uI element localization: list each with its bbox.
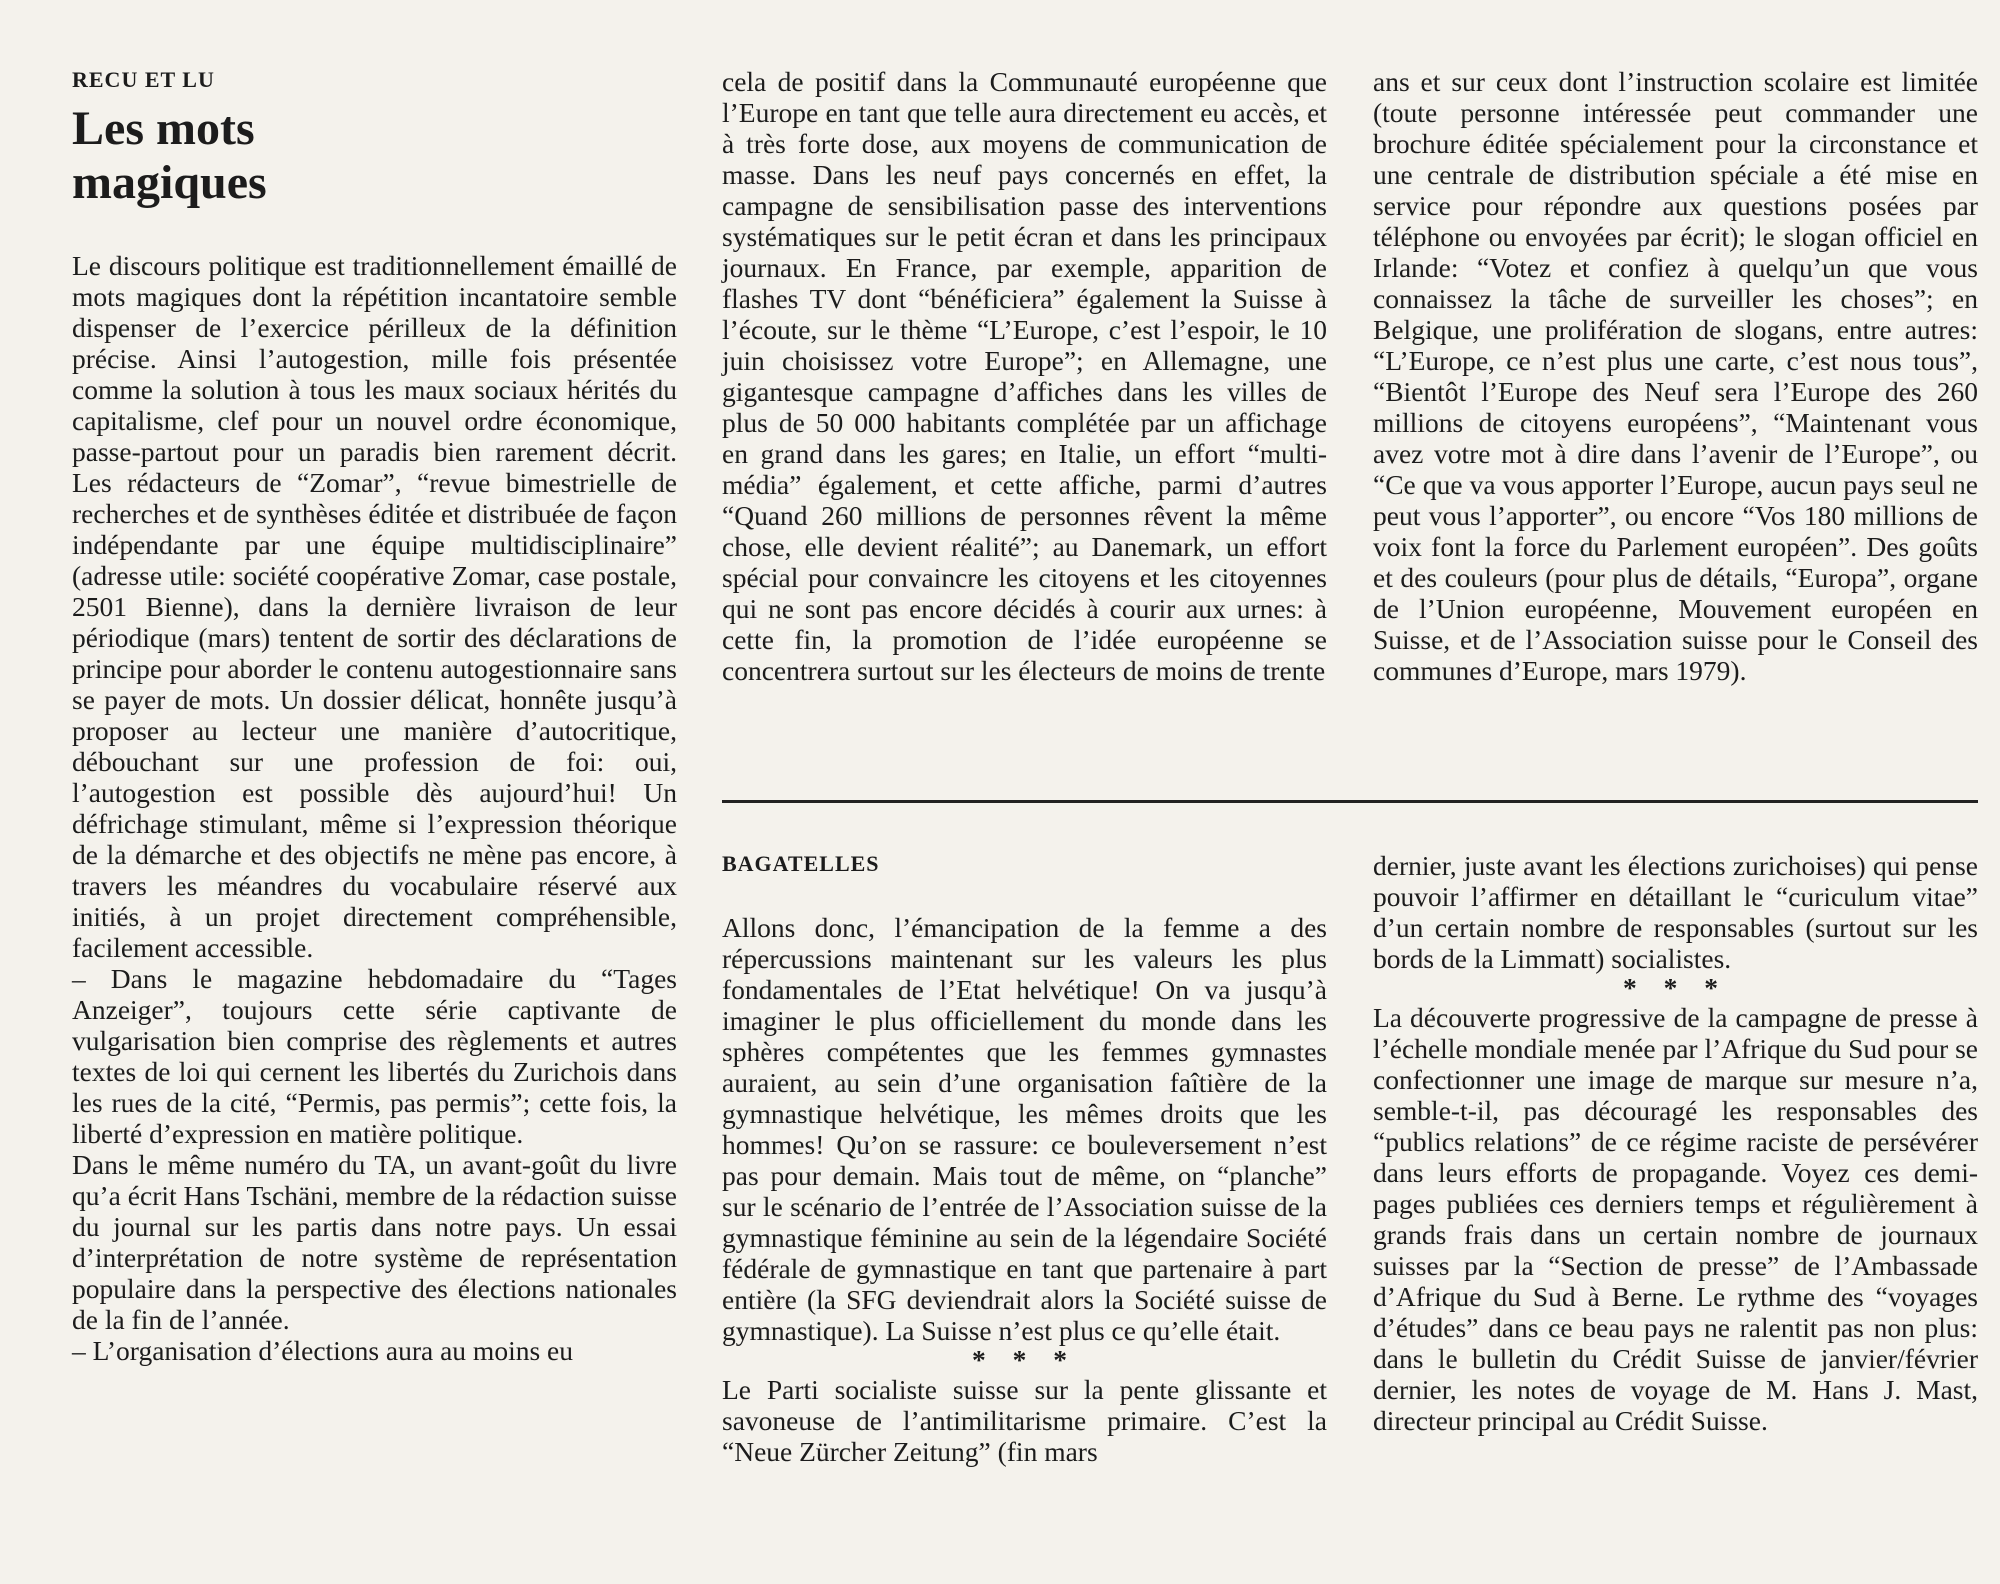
separator-stars: * * * xyxy=(972,1344,1077,1375)
article-headline xyxy=(72,102,677,210)
paragraph: ans et sur ceux dont l’instruction scolaire est limitée (toute personne intéressée peut commander une brochure éditée spécialement pour la circonstance et une centrale de distribution spéciale a été mise en service pour répondre aux questions posées par téléphone ou envoyées par écrit); le slogan officiel en Irlande: “Votez et confiez à quelqu’un que vous connaissez la tâche de surveiller les choses”; en Belgique, une prolifération de slogans, entre autres: “L’Europe, ce n’est plus une carte, c’est nous tous”, “Bientôt l’Europe des Neuf sera l’Europe des 260 millions de citoyens européens”, “Maintenant vous avez votre mot à dire dans l’avenir de l’Europe”, ou “Ce que va vous apporter l’Europe, aucun pays seul ne peut vous l’apporter”, ou encore “Vos 180 millions de voix font la force du Parlement européen”. Des goûts et des couleurs (pour plus de détails, “Europa”, organe de l’Union européenne, Mouvement européen en Suisse, et de l’Association suisse pour le Conseil des communes d’Europe, mars 1979). xyxy=(1373,66,1978,686)
section-divider-rule xyxy=(722,800,1978,803)
paragraph: Le Parti socialiste suisse sur la pente glissante et savoneuse de l’antimilitarisme primaire. C’est la “Neue Zürcher Zeitung” (fin mars xyxy=(722,1374,1327,1467)
bagatelles-column-1 xyxy=(722,850,1327,1467)
paragraph: Dans le même numéro du TA, un avant-goût du livre qu’a écrit Hans Tschäni, membre de la rédaction suisse du journal sur les partis dans notre pays. Un essai d’interprétation de notre système de représentation populaire dans la perspective des élections nationales de la fin de l’année. xyxy=(72,1149,677,1335)
article-column-2 xyxy=(722,66,1327,686)
paragraph: La découverte progressive de la campagne de presse à l’échelle mondiale menée par l’Afrique du Sud pour se confectionner une image de marque sur mesure n’a, semble-t-il, pas découragé les responsables des “publics relations” de ce régime raciste de persévérer dans leurs efforts de propagande. Voyez ces demi-pages publiées ces derniers temps et régulièrement à grands frais dans un certain nombre de journaux suisses par la “Section de presse” de l’Ambassade d’Afrique du Sud à Berne. Le rythme des “voyages d’études” dans ce beau pays ne ralentit pas non plus: dans le bulletin du Crédit Suisse de janvier/février dernier, les notes de voyage de M. Hans J. Mast, directeur principal au Crédit Suisse. xyxy=(1373,1002,1978,1436)
headline-line-2: magiques xyxy=(72,156,267,209)
section-rubric: RECU ET LU xyxy=(72,67,215,92)
separator-stars: * * * xyxy=(1623,972,1728,1003)
paragraph: – Dans le magazine hebdomadaire du “Tages Anzeiger”, toujours cette série captivante de vulgarisation bien comprise des règlements et autres textes de loi qui cernent les libertés du Zurichois dans les rues de la cité, “Permis, pas permis”; cette fois, la liberté d’expression en matière politique. xyxy=(72,963,677,1149)
article-column-1 xyxy=(72,66,677,1366)
section-rubric: BAGATELLES xyxy=(722,851,880,876)
paragraph: Le discours politique est traditionnellement émaillé de mots magiques dont la répétition incantatoire semble dispenser de l’exercice périlleux de la définition précise. Ainsi l’autogestion, mille fois présentée comme la solution à tous les maux sociaux hérités du capitalisme, clef pour un nouvel ordre économique, passe-partout pour un paradis bien rarement décrit. Les rédacteurs de “Zomar”, “revue bimestrielle de recherches et de synthèses éditée et distribuée de façon indépendante par une équipe multidisciplinaire” (adresse utile: société coopérative Zomar, case postale, 2501 Bienne), dans la dernière livraison de leur périodique (mars) tentent de sortir des déclarations de principe pour aborder le contenu autogestionnaire sans se payer de mots. Un dossier délicat, honnête jusqu’à proposer au lecteur une manière d’autocritique, débouchant sur une profession de foi: oui, l’autogestion est possible dès aujourd’hui! Un défrichage stimulant, même si l’expression théorique de la démarche et des objectifs ne mène pas encore, à travers les méandres du vocabulaire réservé aux initiés, à un projet directement compréhensible, facilement accessible. xyxy=(72,250,677,963)
paragraph: Allons donc, l’émancipation de la femme a des répercussions maintenant sur les valeurs les plus fondamentales de l’Etat helvétique! On va jusqu’à imaginer le plus officiellement du monde dans les sphères compétentes que les femmes gymnastes auraient, au sein d’une organisation faîtière de la gymnastique helvétique, les mêmes droits que les hommes! Qu’on se rassure: ce bouleversement n’est pas pour demain. Mais tout de même, on “planche” sur le scénario de l’entrée de l’Association suisse de la gymnastique féminine au sein de la légendaire Société fédérale de gymnastique en tant que partenaire à part entière (la SFG deviendrait alors la Société suisse de gymnastique). La Suisse n’est plus ce qu’elle était. xyxy=(722,912,1327,1346)
paragraph: cela de positif dans la Communauté européenne que l’Europe en tant que telle aura directement eu accès, et à très forte dose, aux moyens de communication de masse. Dans les neuf pays concernés en effet, la campagne de sensibilisation passe des interventions systématiques sur le petit écran et dans les principaux journaux. En France, par exemple, apparition de flashes TV dont “bénéficiera” également la Suisse à l’écoute, sur le thème “L’Europe, c’est l’espoir, le 10 juin choisissez votre Europe”; en Allemagne, une gigantesque campagne d’affiches dans les villes de plus de 50 000 habitants complétée par un affichage en grand dans les gares; en Italie, un effort “multi-média” également, et cette affiche, parmi d’autres “Quand 260 millions de personnes rêvent la même chose, elle devient réalité”; au Danemark, un effort spécial pour convaincre les citoyens et les citoyennes qui ne sont pas encore décidés à courir aux urnes: à cette fin, la promotion de l’idée européenne se concentrera surtout sur les électeurs de moins de trente xyxy=(722,66,1327,686)
article-column-3 xyxy=(1373,66,1978,686)
paragraph: dernier, juste avant les élections zurichoises) qui pense pouvoir l’affirmer en détaillant le “curiculum vitae” d’un certain nombre de responsables (surtout sur les bords de la Limmatt) socialistes. xyxy=(1373,850,1978,974)
paragraph: – L’organisation d’élections aura au moins eu xyxy=(72,1335,573,1366)
bagatelles-column-2 xyxy=(1373,850,1978,1436)
headline-line-1: Les mots xyxy=(72,102,255,155)
